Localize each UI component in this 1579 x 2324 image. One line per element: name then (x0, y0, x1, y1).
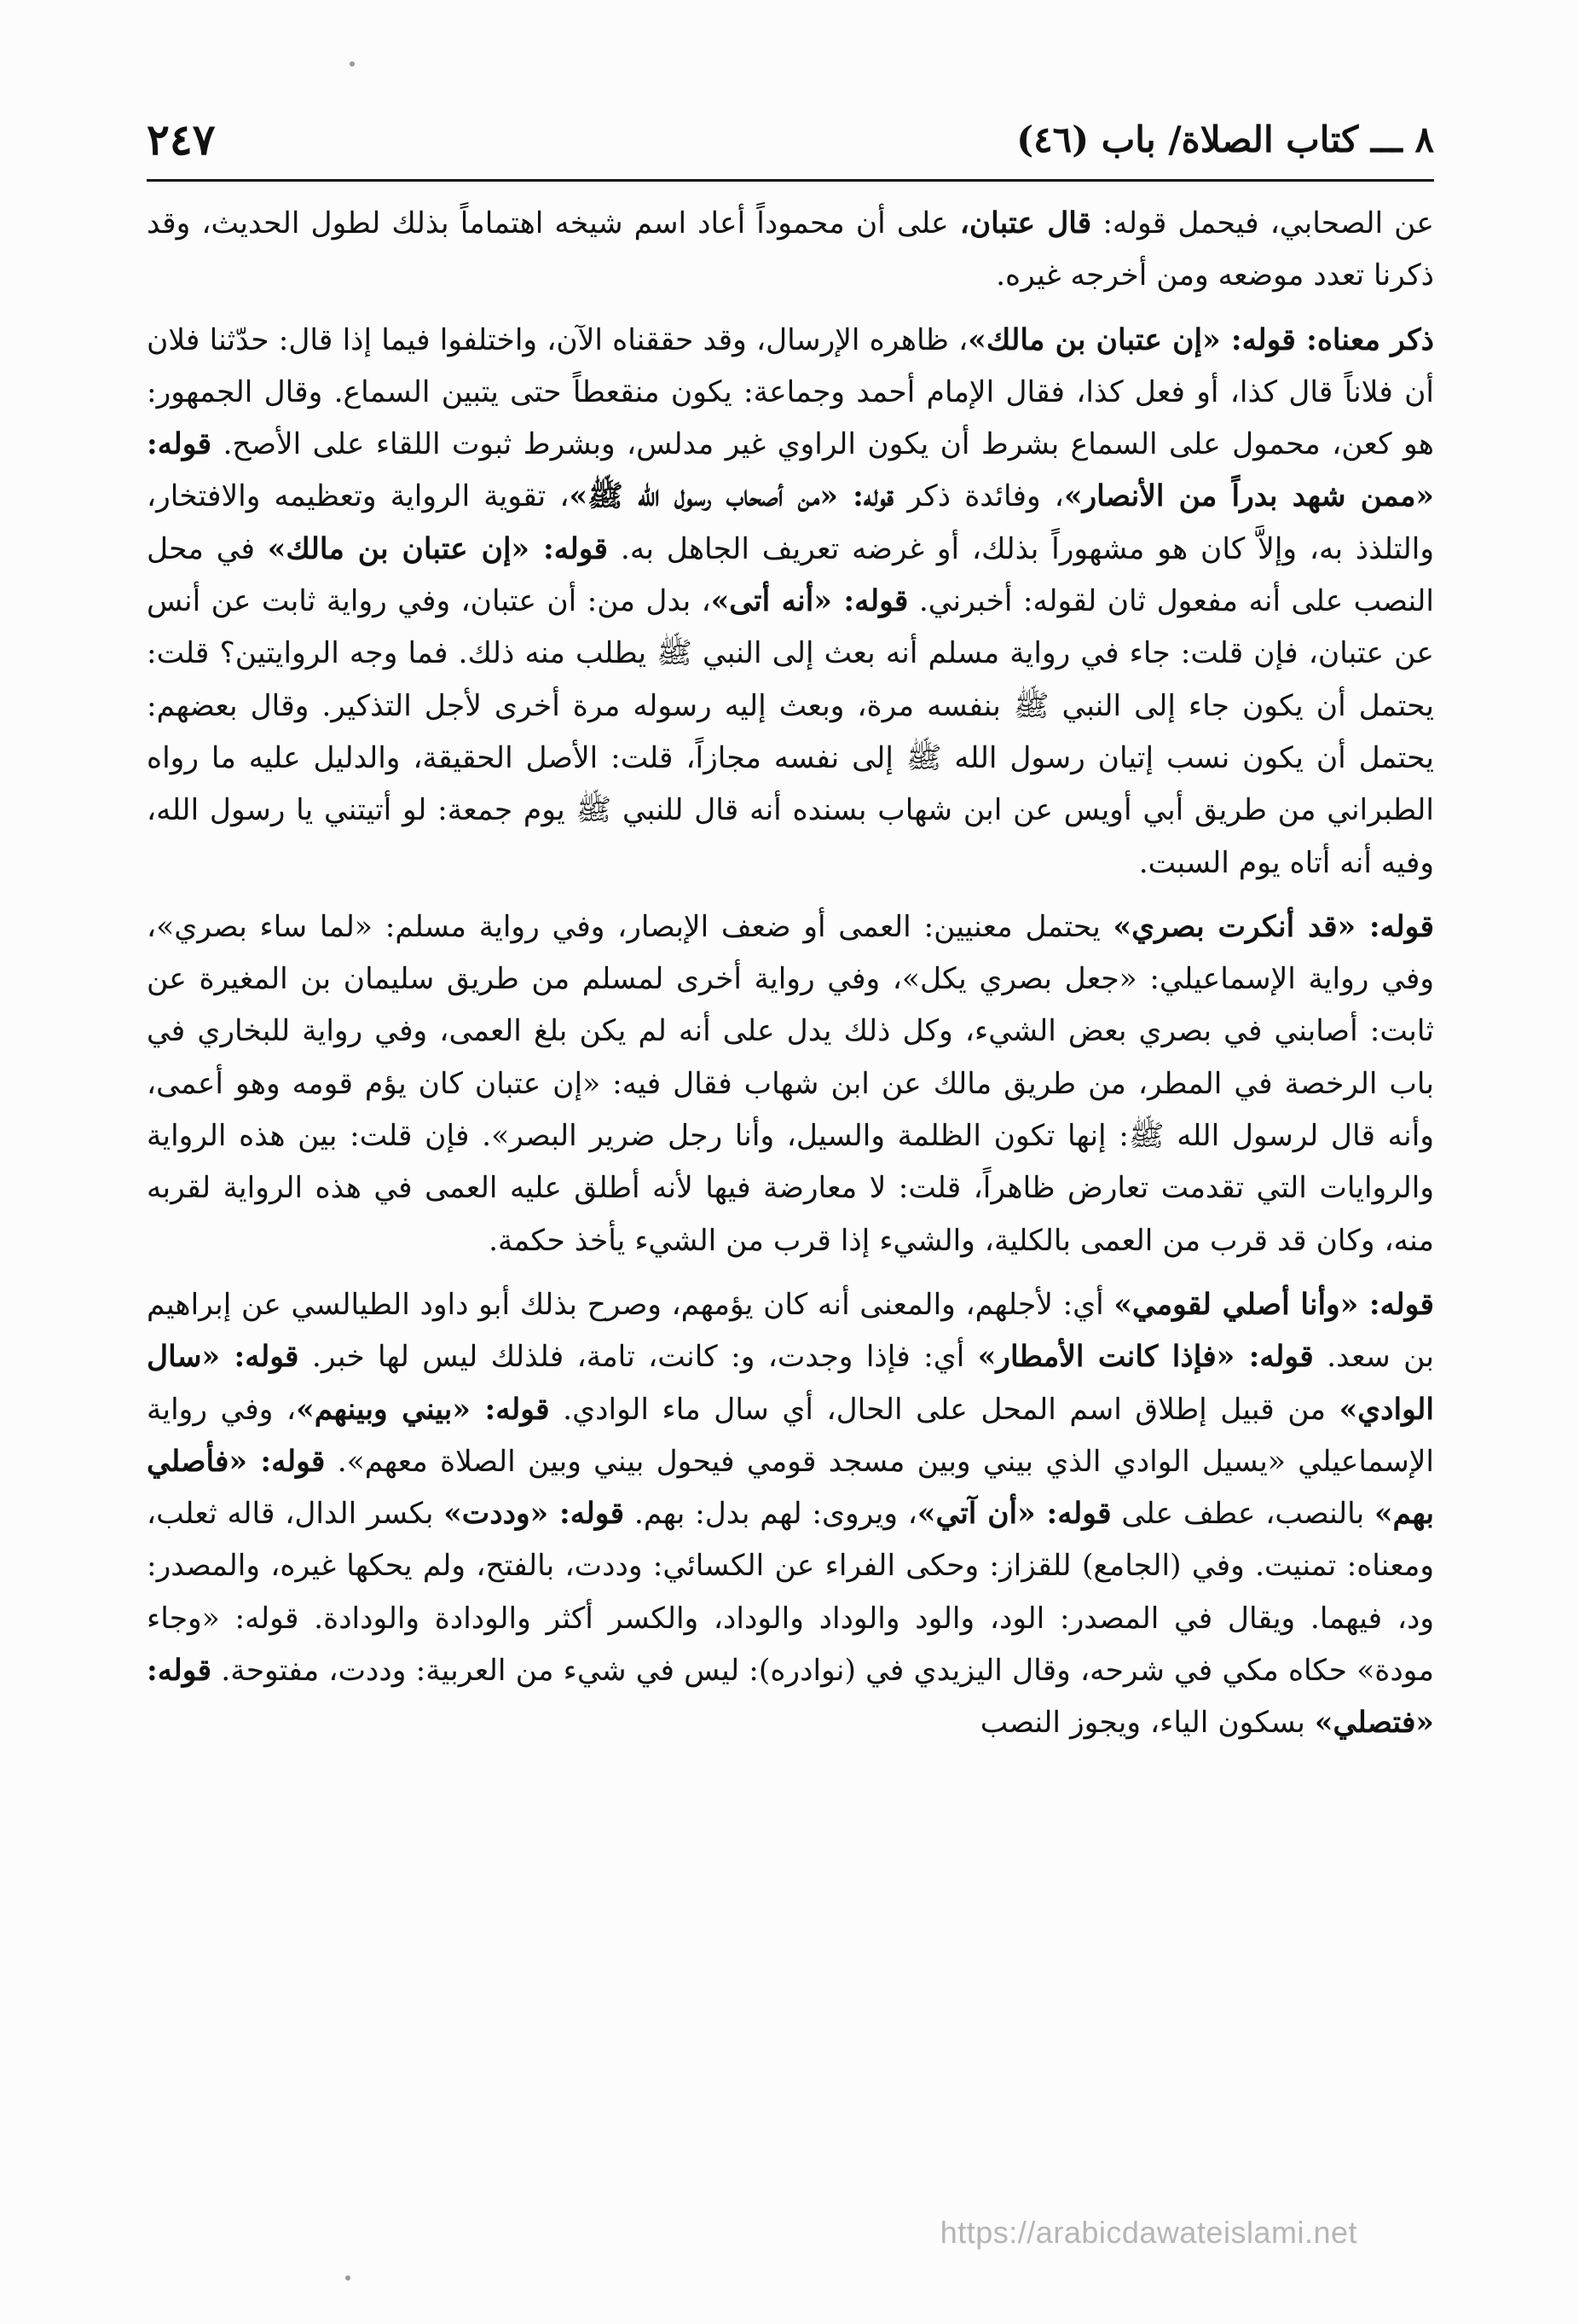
commentary-text: بسكون الياء، ويجوز النصب (980, 1706, 1315, 1741)
commentary-text: عن الصحابي، فيحمل قوله: (1091, 206, 1434, 241)
quoted-lemma: قوله: «ممن شهد بدراً من الأنصار» (147, 427, 1434, 514)
commentary-text: ، تقوية الرواية وتعظيمه والافتخار، والتلذذ به، وإلاَّ كان هو مشهوراً بذلك، أو غرضه تعريف الجاهل به. (147, 479, 1434, 566)
paragraph (147, 901, 1434, 1267)
scan-speck (350, 61, 355, 67)
watermark-url: https://arabicdawateislami.net (940, 2215, 1357, 2250)
quoted-lemma: قوله: «فتصلي» (147, 1654, 1434, 1741)
commentary-text: أي: لأجلهم، والمعنى أنه كان يؤمهم، وصرح بذلك أبو داود الطيالسي عن إبراهيم بن سعد. (147, 1287, 1434, 1375)
paragraph (147, 1279, 1434, 1750)
quoted-lemma: قوله: «وأنا أصلي لقومي» (1113, 1287, 1434, 1322)
commentary-text: من قبيل إطلاق اسم المحل على الحال، أي سال ماء الوادي. (549, 1392, 1339, 1427)
commentary-text: يحتمل معنيين: العمى أو ضعف الإبصار، وفي رواية مسلم: «لما ساء بصري»، وفي رواية الإسماعيلي: «جعل بصري يكل»، وفي رواية أخرى لمسلم من طريق سليمان بن المغيرة عن ثابت: أصابني في بصري بعض الشيء، وكل ذلك يدل على أنه لم يكن بلغ العمى، وفي رواية للبخاري في باب الرخصة في المطر، من طريق مالك عن ابن شهاب فقال فيه: «إن عتبان كان يؤم قومه وهو أعمى، وأنه قال لرسول الله ﷺ: إنها تكون الظلمة والسيل، وأنا رجل ضرير البصر». فإن قلت: بين هذه الرواية والروايات التي تقدمت تعارض ظاهراً، قلت: لا معارضة فيها لأنه أطلق عليه العمى في هذه الرواية لقربه منه، وكان قد قرب من العمى بالكلية، والشيء إذا قرب من الشيء يأخذ حكمة. (147, 909, 1434, 1258)
scan-speck (345, 2275, 350, 2281)
quoted-lemma: قوله: «سال الوادي» (147, 1340, 1434, 1427)
quoted-lemma: قوله: «قد أنكرت بصري» (1113, 909, 1434, 944)
quoted-lemma: قوله: «إن عتبان بن مالك» (267, 531, 609, 566)
commentary-text: ، وفي رواية الإسماعيلي «يسيل الوادي الذي بيني وبين مسجد قومي فيحول بيني وبين الصلاة معهم». (147, 1392, 1435, 1479)
page-header (147, 104, 1434, 174)
paragraph (147, 315, 1434, 890)
quoted-lemma: قوله: «فأصلي بهم» (147, 1444, 1435, 1532)
commentary-text: ، ظاهره الإرسال، وقد حققناه الآن، واختلفوا فيما إذا قال: حدّثنا فلان أن فلاناً قال كذا، أو فعل كذا، فقال الإمام أحمد وجماعة: يكون منقعطاً حتى يتبين السماع. وقال الجمهور: هو كعن، محمول على السماع بشرط أن يكون الراوي غير مدلس، وبشرط ثبوت اللقاء على الأصح. (147, 322, 1434, 462)
commentary-text: ، بدل من: أن عتبان، وفي رواية ثابت عن أنس عن عتبان، فإن قلت: جاء في رواية مسلم أنه بعث إلى النبي ﷺ يطلب منه ذلك. فما وجه الروايتين؟ قلت: يحتمل أن يكون جاء إلى النبي ﷺ بنفسه مرة، وبعث إليه رسوله مرة أخرى لأجل التذكير. وقال بعضهم: يحتمل أن يكون نسب إتيان رسول الله ﷺ إلى نفسه مجازاً، قلت: الأصل الحقيقة، والدليل عليه ما رواه الطبراني من طريق أبي أويس عن ابن شهاب بسنده أنه قال للنبي ﷺ يوم جمعة: لو أتيتني يا رسول الله، وفيه أنه أتاه يوم السبت. (147, 584, 1434, 880)
commentary-text: أي: فإذا وجدت، و: كانت، تامة، فلذلك ليس لها خبر. (298, 1340, 978, 1375)
quoted-lemma: ذكر معناه: قوله: «إن عتبان بن مالك» (968, 322, 1435, 357)
commentary-text: ، وفائدة ذكر (894, 479, 1064, 514)
quoted-lemma: قوله: «فإذا كانت الأمطار» (977, 1340, 1314, 1375)
page-number: ٢٤٧ (147, 113, 216, 165)
commentary-text: على أن محموداً أعاد اسم شيخه اهتماماً بذلك لطول الحديث، وقد ذكرنا تعدد موضعه ومن أخرجه غيره. (147, 206, 1434, 293)
chapter-title: ٨ ـــ كتاب الصلاة/ باب (٤٦) (1016, 118, 1434, 160)
quoted-lemma: قوله: «أن آتي» (917, 1497, 1112, 1532)
commentary-text: ، ويروى: لهم بدل: بهم. (624, 1497, 917, 1532)
quoted-lemma: قال عتبان، (959, 206, 1092, 241)
paragraph (147, 198, 1434, 303)
header-divider (147, 179, 1434, 182)
commentary-body (147, 198, 1434, 1762)
commentary-text: بكسر الدال، قاله ثعلب، ومعناه: تمنيت. وفي (الجامع) للقزاز: وحكى الفراء عن الكسائي: وددت، بالفتح، ولم يحكها غيره، والمصدر: ود، فيهما. ويقال في المصدر: الود، والود والوداد والوداد، والكسر أكثر والودادة والودادة. قوله: «وجاء مودة» حكاه مكي في شرحه، وقال اليزيدي في (نوادره): ليس في شيء من العربية: وددت، مفتوحة. (147, 1497, 1434, 1689)
commentary-text: بالنصب، عطف على (1111, 1497, 1374, 1532)
quoted-lemma: قوله: «من أصحاب رسول الله ﷺ» (569, 479, 894, 514)
commentary-text: في محل النصب على أنه مفعول ثان لقوله: أخبرني. (147, 531, 1434, 619)
quoted-lemma: قوله: «وددت» (443, 1497, 625, 1532)
quoted-lemma: قوله: «بيني وبينهم» (296, 1392, 550, 1427)
quoted-lemma: قوله: «أنه أتى» (710, 584, 909, 619)
